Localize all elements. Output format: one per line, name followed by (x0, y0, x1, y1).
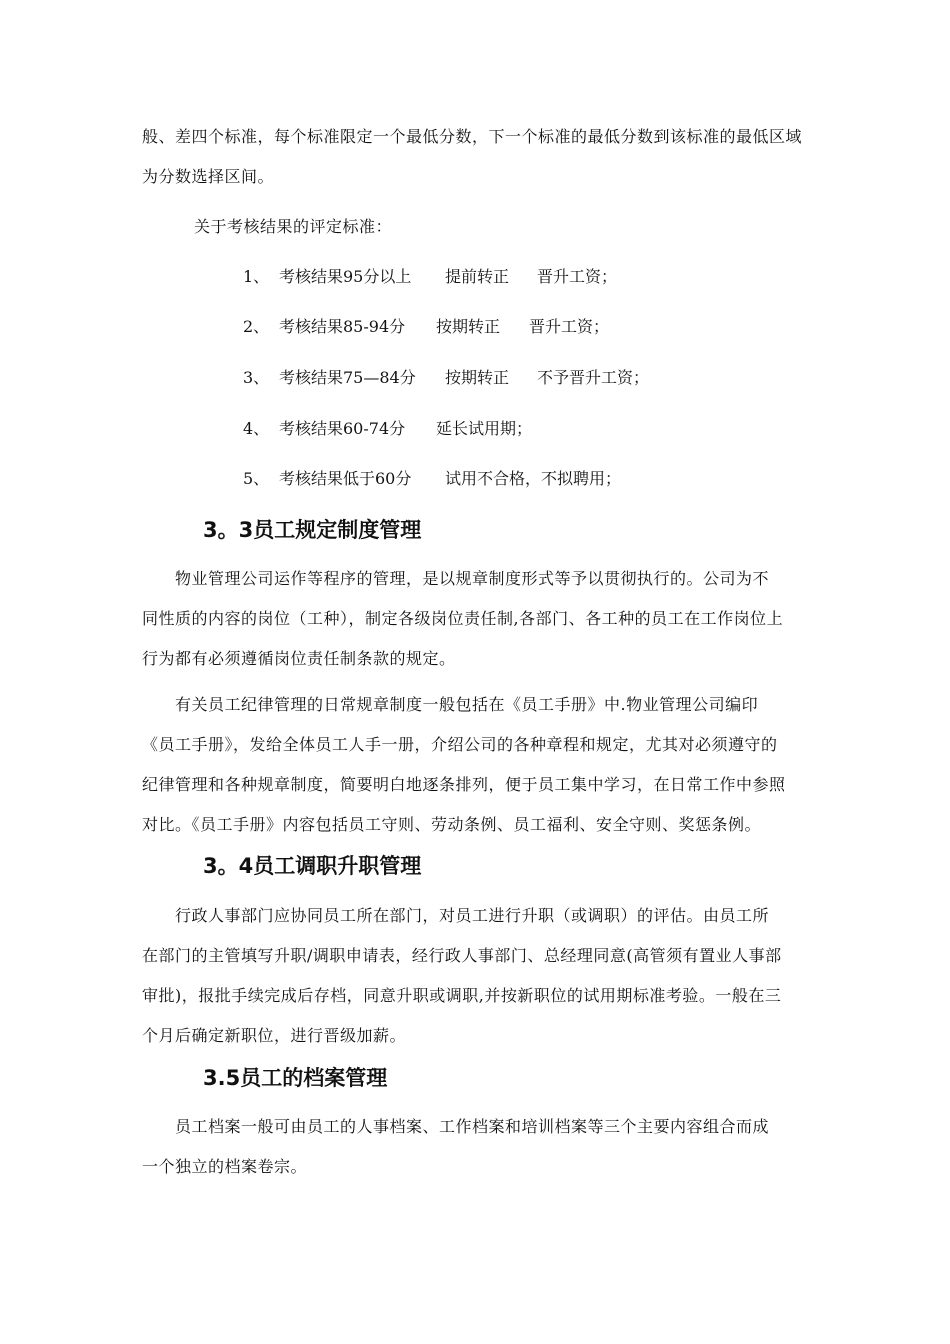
section-heading: 3。4员工调职升职管理 (203, 854, 422, 878)
section-paragraph (142, 694, 812, 854)
criteria-item (243, 367, 649, 389)
paragraph-line: 般、差四个标准，每个标准限定一个最低分数，下一个标准的最低分数到该标准的最低区域 (142, 127, 803, 146)
item-action: 提前转正 (445, 267, 510, 286)
criteria-item (243, 316, 609, 338)
criteria-item (243, 266, 617, 288)
paragraph-line: 一个独立的档案卷宗。 (142, 1157, 308, 1176)
item-number: 4、 (243, 419, 270, 438)
criteria-intro: 关于考核结果的评定标准： (194, 217, 393, 236)
item-result: 考核结果95分以上 (279, 267, 412, 286)
item-action-2: 晋升工资； (537, 267, 618, 286)
paragraph-line: 个月后确定新职位，进行晋级加薪。 (142, 1026, 407, 1045)
section-heading: 3。3员工规定制度管理 (203, 518, 422, 542)
section-paragraph (142, 568, 812, 688)
paragraph-line: 员工档案一般可由员工的人事档案、工作档案和培训档案等三个主要内容组合而成 (142, 1117, 770, 1136)
section-paragraph (142, 905, 812, 1065)
item-number: 2、 (243, 317, 270, 336)
criteria-item (243, 468, 621, 490)
paragraph-line: 对比。《员工手册》内容包括员工守则、劳动条例、员工福利、安全守则、奖惩条例。 (142, 815, 762, 834)
item-number: 5、 (243, 469, 270, 488)
paragraph-line: 物业管理公司运作等程序的管理，是以规章制度形式等予以贯彻执行的。公司为不 (142, 569, 770, 588)
paragraph-line: 行政人事部门应协同员工所在部门，对员工进行升职（或调职）的评估。由员工所 (142, 906, 770, 925)
section-paragraph (142, 1116, 812, 1196)
item-result: 考核结果低于60分 (279, 469, 412, 488)
paragraph-line: 《员工手册》，发给全体员工人手一册，介绍公司的各种章程和规定，尤其对必须遵守的 (142, 735, 778, 754)
item-action: 试用不合格，不拟聘用； (445, 469, 622, 488)
criteria-item (243, 418, 532, 440)
item-number: 1、 (243, 267, 270, 286)
item-result: 考核结果85-94分 (279, 317, 406, 336)
section-heading: 3.5员工的档案管理 (203, 1066, 388, 1090)
item-action: 按期转正 (436, 317, 501, 336)
item-action-2: 不予晋升工资； (537, 368, 650, 387)
item-action: 延长试用期； (436, 419, 533, 438)
paragraph-line: 同性质的内容的岗位（工种），制定各级岗位责任制,各部门、各工种的员工在工作岗位上 (142, 609, 784, 628)
paragraph-line: 在部门的主管填写升职/调职申请表，经行政人事部门、总经理同意(高管须有置业人事部 (142, 946, 782, 965)
item-number: 3、 (243, 368, 270, 387)
item-result: 考核结果60-74分 (279, 419, 406, 438)
paragraph-line: 行为都有必须遵循岗位责任制条款的规定。 (142, 649, 456, 668)
paragraph-line: 有关员工纪律管理的日常规章制度一般包括在《员工手册》中.物业管理公司编印 (142, 695, 759, 714)
paragraph-line: 审批)，报批手续完成后存档，同意升职或调职,并按新职位的试用期标准考验。一般在三 (142, 986, 782, 1005)
item-action-2: 晋升工资； (529, 317, 610, 336)
paragraph-line: 为分数选择区间。 (142, 167, 275, 186)
item-action: 按期转正 (445, 368, 510, 387)
item-result: 考核结果75—84分 (279, 368, 416, 387)
paragraph-line: 纪律管理和各种规章制度，简要明白地逐条排列，便于员工集中学习，在日常工作中参照 (142, 775, 786, 794)
